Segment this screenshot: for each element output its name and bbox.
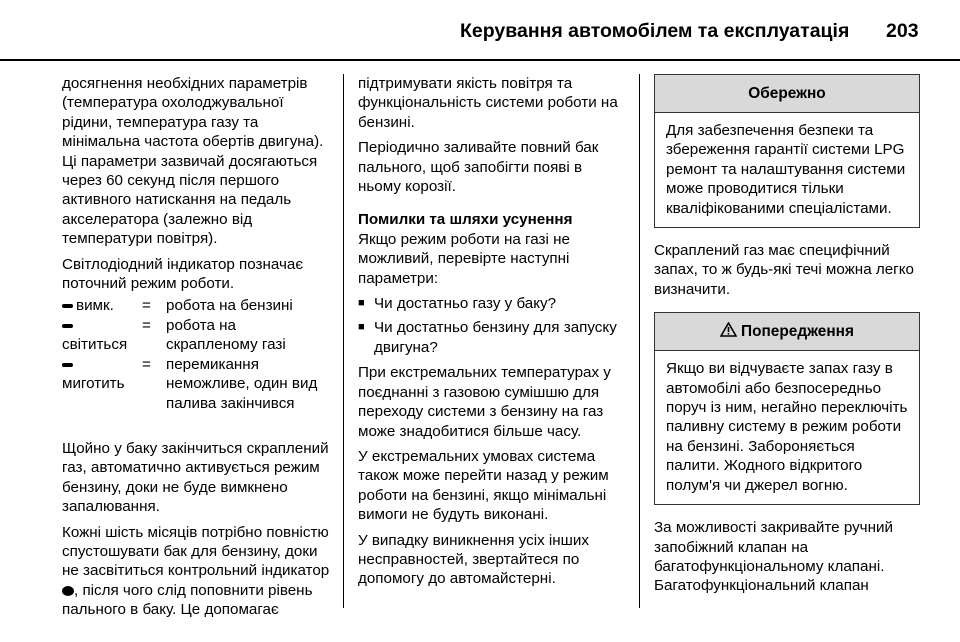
warning-triangle-icon <box>720 322 737 342</box>
page-header <box>0 0 960 64</box>
paragraph: Скраплений газ має специфічний запах, то ж будь-які течі можна легко визначити. <box>654 242 914 298</box>
column-divider-1 <box>343 74 344 608</box>
caution-box <box>654 74 920 228</box>
led-flashing-icon <box>62 363 73 367</box>
indicator-description: робота на скрапленому газі <box>166 316 286 354</box>
header-divider <box>0 59 960 61</box>
paragraph: За можливості закривайте ручний запобіжний клапан на багатофункціональному клапані. Багатофункціональний клапан <box>654 519 893 595</box>
list-item: ■ Чи достатньо бензину для запуску двигуна? <box>358 319 617 356</box>
square-bullet-icon: ■ <box>358 297 365 310</box>
indicator-state: світиться <box>62 336 128 354</box>
paragraph: Періодично заливайте повний бак пального, щоб запобігти появі в ньому корозії. <box>358 139 599 196</box>
paragraph: Кожні шість місяців потрібно повністю спустошувати бак для бензину, доки не засвітиться контрольний індикатор , після чого слід поповнити рівень пального в баку. Це допомагає <box>62 523 330 619</box>
section-heading: Помилки та шляхи усунення <box>358 211 573 229</box>
paragraph: Щойно у баку закінчиться скраплений газ, автоматично активується режим бензину, доки не буде вимкнено запалювання. <box>62 439 329 516</box>
column-left <box>62 74 330 626</box>
column-right <box>654 74 920 602</box>
indicator-state: миготить <box>62 375 125 393</box>
warning-box <box>654 312 920 505</box>
bullet-list <box>358 294 626 357</box>
indicator-state: вимк. <box>76 297 114 315</box>
page-number: 203 <box>886 20 919 42</box>
led-off-icon <box>62 304 73 308</box>
caution-title: Обережно <box>655 75 919 113</box>
indicator-row-on <box>62 316 330 355</box>
paragraph: У екстремальних умовах система також може перейти назад у режим роботи на бензині, якщо мінімальні вимоги не будуть виконані. <box>358 447 609 524</box>
column-middle <box>358 74 626 595</box>
column-divider-2 <box>639 74 640 608</box>
paragraph: У випадку виникнення усіх інших несправностей, звертайтеся по допомогу до автомайстерні. <box>358 531 589 588</box>
paragraph: підтримувати якість повітря та функціональність системи роботи на бензині. <box>358 75 618 131</box>
warning-header <box>655 313 919 351</box>
indicator-row-off <box>62 296 330 315</box>
indicator-row-flashing <box>62 355 330 413</box>
indicator-description: перемикання неможливе, один вид палива закінчився <box>166 355 318 412</box>
indicator-description: робота на бензині <box>166 297 293 315</box>
equals-sign: = <box>142 355 151 373</box>
paragraph: При екстремальних температурах у поєднанні з газовою сумішшю для переходу системи з бензину на газ може знадобитися більше часу. <box>358 364 611 440</box>
square-bullet-icon: ■ <box>358 321 365 334</box>
warning-text: Якщо ви відчуваєте запах газу в автомобілі або безпосередньо поруч із ним, негайно переключіть паливну систему в режим роботи на бензині. Забороняється палити. Жодного відкритого полум'я чи джерел вогню. <box>666 360 908 494</box>
led-on-icon <box>62 324 73 328</box>
paragraph: Якщо режим роботи на газі не можливий, перевірте наступні параметри: <box>358 230 570 287</box>
paragraph: Світлодіодний індикатор позначає поточний режим роботи. <box>62 255 304 293</box>
equals-sign: = <box>142 297 151 315</box>
warning-title: Попередження <box>741 323 854 341</box>
paragraph: досягнення необхідних параметрів (температура охолоджувальної рідини, температура газу та мінімальна частота обертів двигуна). Ці параметри зазвичай досягаються через 60 секунд після першого активного натискання на педаль акселератора (залежно від температури повітря). <box>62 75 324 248</box>
list-item: ■ Чи достатньо газу у баку? <box>358 295 557 313</box>
caution-text: Для забезпечення безпеки та збереження гарантії системи LPG ремонт та налаштування системи може проводитися тільки кваліфікованими спеціалістами. <box>666 122 906 217</box>
indicator-state-table <box>62 296 330 412</box>
equals-sign: = <box>142 316 151 334</box>
page-title: Керування автомобілем та експлуатація <box>460 20 850 42</box>
fuel-indicator-icon <box>62 586 74 596</box>
